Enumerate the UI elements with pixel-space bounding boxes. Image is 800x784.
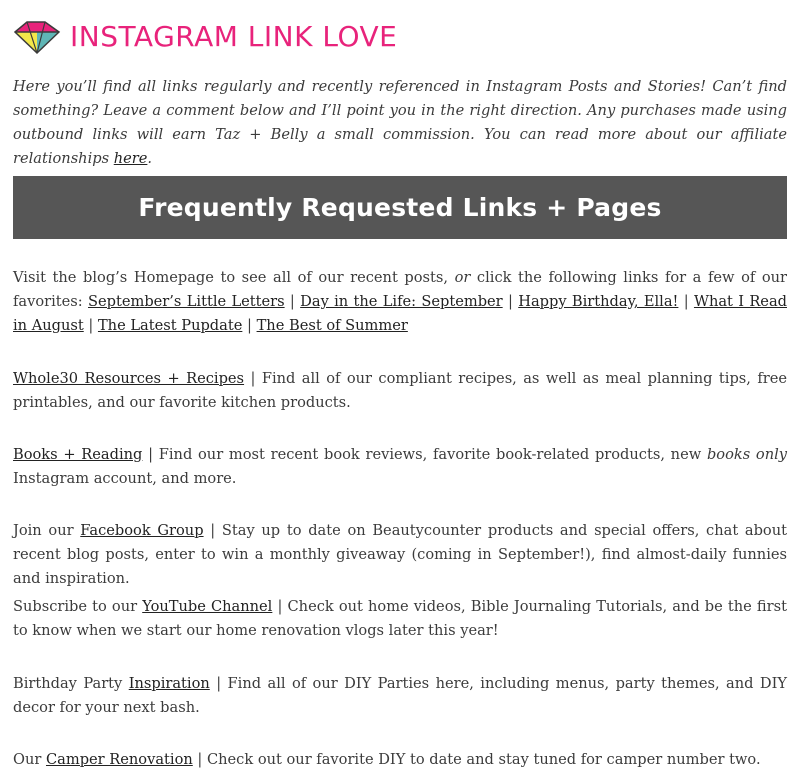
books-text: | Find our most recent book reviews, favorite book-related products, new	[142, 446, 707, 463]
page-title: INSTAGRAM LINK LOVE	[70, 20, 398, 53]
books-only-emphasis: books only	[706, 446, 788, 463]
youtube-text: | Check out home videos, Bible Journaling Tutorials, and be the first to know when we start our home renovation vlogs later this year!	[13, 598, 787, 639]
link-latest-pupdate[interactable]: The Latest Pupdate	[97, 317, 243, 334]
link-day-in-life[interactable]: Day in the Life: September	[300, 293, 503, 310]
camper-paragraph	[13, 748, 787, 772]
separator: |	[83, 317, 98, 334]
books-text-2: Instagram account, and more.	[13, 470, 237, 487]
intro-text: Here you’ll find all links regularly and recently referenced in Instagram Posts and Stories! Can’t find something? Leave a comment below and I’ll point you in the right direction. Any purchases made using outbound links will earn Taz + Belly a small commission. You can read more about our affiliate relationships	[13, 78, 787, 167]
youtube-pre: Subscribe to our	[13, 598, 143, 615]
birthday-pre: Birthday Party	[13, 675, 129, 692]
intro-end: .	[147, 150, 153, 167]
facebook-pre: Join our	[13, 522, 81, 539]
link-what-i-read[interactable]: What I Read in August	[13, 293, 787, 334]
birthday-text: | Find all of our DIY Parties here, including menus, party themes, and DIY decor for your next bash.	[13, 675, 788, 716]
youtube-paragraph	[13, 595, 787, 643]
banner-title: Frequently Requested Links + Pages	[138, 193, 662, 222]
books-paragraph	[13, 443, 787, 491]
diamond-logo-icon	[13, 18, 61, 56]
link-best-of-summer[interactable]: The Best of Summer	[256, 317, 408, 334]
separator: |	[502, 293, 519, 310]
link-camper-renovation[interactable]: Camper Renovation	[45, 751, 193, 768]
link-books[interactable]: Books + Reading	[13, 446, 143, 463]
whole30-text: | Find all of our compliant recipes, as well as meal planning tips, free printables, and our favorite kitchen products.	[13, 370, 787, 411]
link-whole30[interactable]: Whole30 Resources + Recipes	[13, 370, 245, 387]
affiliate-link[interactable]: here	[113, 150, 148, 167]
section-banner	[13, 176, 787, 239]
link-facebook-group[interactable]: Facebook Group	[80, 522, 204, 539]
favorites-or: or	[454, 269, 471, 286]
link-youtube-channel[interactable]: YouTube Channel	[142, 598, 273, 615]
facebook-paragraph	[13, 519, 787, 591]
facebook-text: | Stay up to date on Beautycounter products and special offers, chat about recent blog posts, enter to win a monthly giveaway (coming in September!), find almost-daily funnies and inspiration.	[13, 522, 787, 587]
separator: |	[242, 317, 257, 334]
link-september-letters[interactable]: September’s Little Letters	[88, 293, 285, 310]
intro-paragraph	[13, 75, 787, 171]
camper-pre: Our	[13, 751, 46, 768]
favorites-text-2: click the following links for a few of our favorites:	[13, 269, 787, 310]
link-happy-birthday[interactable]: Happy Birthday, Ella!	[518, 293, 679, 310]
separator: |	[284, 293, 301, 310]
separator: |	[678, 293, 694, 310]
favorites-text: Visit the blog’s Homepage to see all of our recent posts,	[13, 269, 455, 286]
favorites-paragraph	[13, 266, 787, 338]
link-inspiration[interactable]: Inspiration	[128, 675, 210, 692]
camper-text: | Check out our favorite DIY to date and stay tuned for camper number two.	[192, 751, 761, 768]
page-header	[13, 17, 397, 57]
whole30-paragraph	[13, 367, 787, 415]
birthday-paragraph	[13, 672, 787, 720]
